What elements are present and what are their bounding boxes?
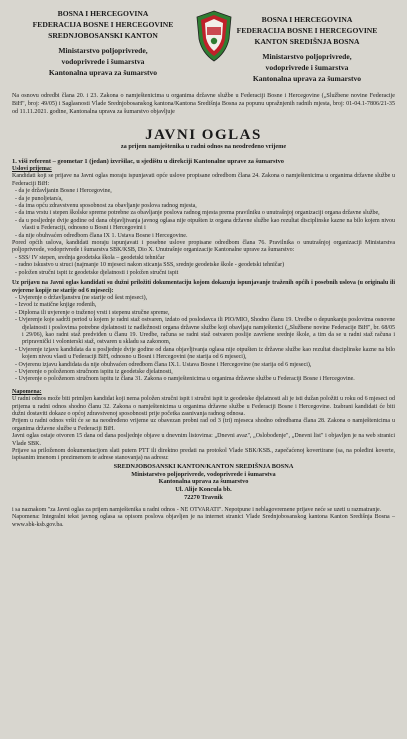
list-item: - Uvjerenje o državljanstvu (ne starije od šest mjeseci), (15, 294, 148, 301)
note-paragraph: Prijave sa priloženom dokumentacijom slati putem PTT ili direktno predati na protokol Vlade SBK/KSB., zapečaćenoj kovertirane (sa, na poleđini koverte, ispisanim imenom i prezimenom te adrese stanovanja) na adresu: (12, 448, 395, 462)
note-paragraph: U radni odnos može biti primljen kandidat koji nema položen stručni ispit i stručni ispit iz geodetske djelatnosti ali je isti dužan položiti u roku od 6 mjeseci od prijema u radni odnos shodno članu 32. Zakona o namještenicima u organima državne službe u Federaciji Bosne i Hercegovine. Izabrani kandidati će biti dužni dostaviti dokaze o općoj zdravstvenoj sposobnosti prije početka zasnivanja radnog odnosa. (12, 396, 395, 417)
footer-paragraph: Napomena: Integralni tekst javnog oglasa sa opisom poslova objavljen je na internet stranici Vlade Srednjobosanskog kantona Kanton Središnja Bosna – www.sbk-ksb.gov.ba. (12, 514, 395, 528)
notice-subtitle: za prijem namještenika u radni odnos na neodređeno vrijeme (120, 143, 287, 150)
address-line: Kantonalna uprava za šumarstvo (158, 478, 249, 486)
address-line: SREDNJOBOSANSKI KANTON/KANTON SREDIŠNJA BOSNA (113, 462, 294, 470)
special-conditions-intro: Pored općih uslova, kandidati moraju ispunjavati i posebne uslove propisane odredbom člana 76. Pravilnika o unutrašnjoj organizaciji Ministarstva poljoprivrede, vodoprivrede i šumarstva SBK/KSB, Dio X. Unutrašnje organizacije Kantonalne uprave za šumarstvo: (12, 240, 395, 254)
header-right-line: vodoprivrede i šumarstva (265, 63, 349, 72)
list-item: - da ima vrstu i stepen školske spreme potrebne za obavljanje poslova radnog mjesta prema pravilniku o unutrašnjoj organizaciji organa državne službe, (15, 210, 380, 217)
address-line: Ministarstvo poljoprivrede, vodoprivrede i šumarstva (131, 470, 276, 478)
footer-paragraph: i sa naznakom "za Javni oglas za prijem namještenika u radni odnos - NE OTVARATI". Nepotpune i neblagovremene prijave neće se uzeti u razmatranje. (12, 506, 382, 513)
list-item: - da u posljednje dvije godine od dana objavljivanja javnog oglasa nije otpušten iz organa državne službe kao rezultat disciplinske kazne na bilo kojem nivou vlasti u Federaciji, odnosno u Bosni i Hercegovini i (15, 217, 395, 232)
list-item: - Uvjerenje o položenom stručnom ispitu iz geodetske djelatnosti, (15, 368, 173, 375)
letterhead (12, 6, 395, 88)
header-left-line: Kantonalna uprava za šumarstvo (48, 68, 158, 77)
notice-body (12, 166, 395, 529)
header-left-line: FEDERACIJA BOSNE I HERCEGOVINE (32, 20, 174, 29)
mailing-address (12, 463, 395, 502)
list-item: - SSS/ IV stepen, srednja geodetska škola – geodetski tehničar (15, 254, 165, 261)
header-right-line: Kantonalna uprava za šumarstvo (252, 74, 362, 83)
note-heading: Napomena: (12, 388, 42, 395)
note-section (12, 389, 395, 463)
header-left-line: SREDNJOBOSANSKI KANTON (48, 31, 158, 40)
list-item: - da ima opću zdravstvenu sposobnost za obavljanje poslova radnog mjesta, (15, 203, 197, 210)
documents-list (12, 295, 395, 384)
header-left-line: Ministarstvo poljoprivrede, (58, 46, 148, 55)
address-line: 72270 Travnik (184, 494, 223, 502)
notice-title: JAVNI OGLAS (145, 127, 262, 143)
general-conditions-list (12, 188, 395, 240)
header-right-line: FEDERACIJA BOSNE I HERCEGOVINE (236, 26, 378, 35)
intro-paragraph: Na osnovu odredbi člana 20. i 23. Zakona o namještenicima u organima državne službe u Federaciji Bosne i Hercegovine („Službene novine Federacije BiH", broj: 49/05) i Saglasnosti Vlade Srednjobosanskog kantona/Kantona Središnja Bosna za popunu upražnjenih radnih mjesta, broj: 01-04.1-7806/21-35 od 11.11.2021. godine, Kantonalna uprava za šumarstvo objavljuje (12, 93, 395, 115)
header-right-line: BOSNA I HERCEGOVINA (261, 15, 353, 24)
header-left (18, 8, 188, 78)
position-title: 1. viši referent – geometar 1 (jedan) izvršilac, u sjedištu u direkciji Kantonalne uprave za šumarstvo (12, 158, 284, 165)
list-item: - Uvjerenje o položenom stručnom ispitu iz člana 31. Zakona o namještenicima u organima državne službe u Federaciji Bosne i Hercegovine. (15, 376, 355, 383)
list-item: - da nije obuhvaćen odredbom člana IX 1. Ustava Bosne i Hercegovine. (15, 232, 188, 239)
footer (12, 507, 395, 529)
header-right-line: Ministarstvo poljoprivrede, (262, 52, 352, 61)
conditions-intro: Kandidati koji se prijave na Javni oglas moraju ispunjavati opće uslove propisane odredbom člana 24. Zakona o namještenicima u organima državne službe u Federaciji BiH: (12, 173, 395, 187)
list-item: - Uvjerenje koje sadrži period u kojem je radni staž ostvaren, izdato od poslodavca ili PIO/MIO, Shodno članu 19. Uredbe o depunkanju poslovima osnovne djelatnosti i poslovima potrebne djelatnosti iz nadležnosti organa državne službe koji obavljaju namještenici („Službene novine Federacije BiH", br. 68/05 i 29/06), kao radni staž predviđen u članu 19. Uredbe, računa se radni staž ostvaren poslije završene srednje škole, a tim da se u radni staž računa i pripravnički i volonterski staž, ostvaren u skladu sa zakonom, (15, 317, 395, 346)
address-line: Ul. Alije Koncula bb. (175, 486, 232, 494)
list-item: - Uvjerenje izjavu kandidata da u posljednje dvije godine od dana objavljivanja oglasa nije otpušten iz državne službe kao rezultat disciplinske kazne na bilo kojem nivou vlasti u Federaciji BiH, odnosno u Bosni i Hercegovini (ne starija od 6 mjeseci), (15, 346, 395, 361)
special-conditions-list (12, 255, 395, 277)
list-item: - Izvod iz matične knjige rođenih, (15, 302, 97, 309)
header-right-line: KANTON SREDIŠNJA BOSNA (254, 37, 360, 46)
list-item: - radno iskustvo u struci (najmanje 10 mjeseci nakon sticanja SSS, srednje geodetske škole - geodetski tehničar) (15, 262, 285, 269)
list-item: - da je državljanin Bosne i Hercegovine, (15, 188, 112, 195)
header-left-line: vodoprivrede i šumarstva (61, 57, 145, 66)
note-paragraph: Javni oglas ostaje otvoren 15 dana od dana posljednje objave u dnevnim listovima: „Dnevni avaz", „Oslobođenje", „Dnevni list" i objavljen je na web stranici Vlade SBK. (12, 433, 395, 447)
header-left-line: BOSNA I HERCEGOVINA (57, 9, 149, 18)
list-item: - da je punoljetan/a, (15, 195, 63, 202)
note-paragraph: Prijem u radni odnos vršit će se na neodređeno vrijeme uz obavezan probni rad od 3 (tri) mjeseca shodno odredbama člana 28. Zakona o namještenicima u organima državne službe u Federaciji BiH. (12, 418, 395, 432)
conditions-heading: Uslovi prijema: (12, 166, 52, 172)
list-item: - Ovjerenu izjavu kandidata da nije obuhvaćen odredbom člana IX.1. Ustava Bosne i Hercegovine (ne starija od 6 mjeseci), (15, 361, 312, 368)
list-item: - položen stručni ispit iz geodetske djelatnosti i položen stručni ispit (15, 269, 179, 276)
documents-intro: Uz prijavu na Javni oglas kandidati su dužni priložiti dokumentaciju kojom dokazuju ispunjavanje traženih općih i posebnih uslova (u originalu ili ovjerene kopije ne starije od 6 mjeseci): (12, 280, 395, 294)
header-right (223, 14, 391, 84)
list-item: - Diploma ili uvjerenje o traženoj vrsti i stepenu stručne spreme, (15, 309, 170, 316)
